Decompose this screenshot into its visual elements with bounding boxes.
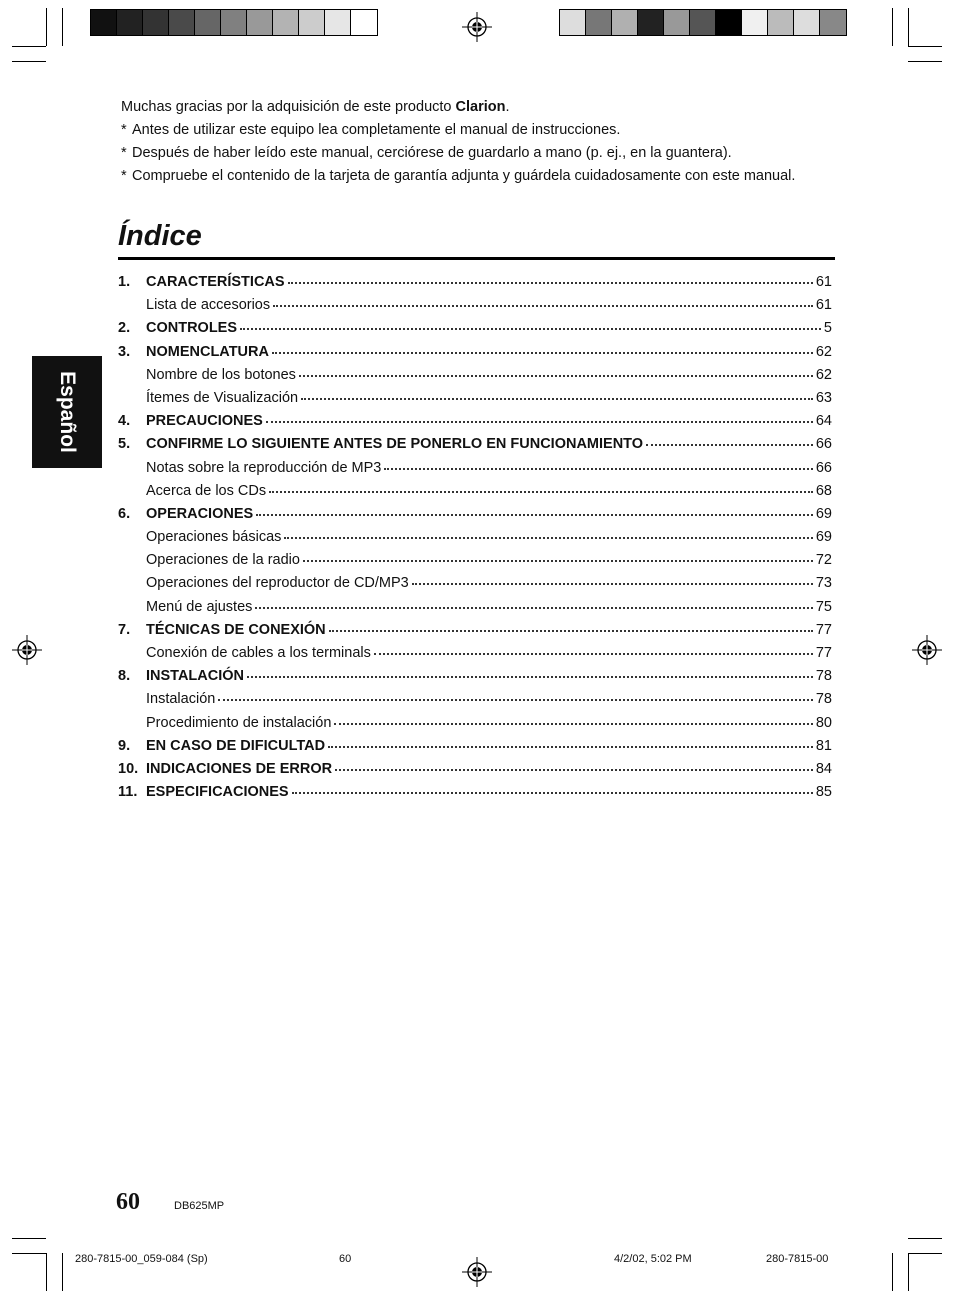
toc-number: 11. (118, 784, 138, 801)
page-number: 60 (116, 1189, 140, 1215)
toc-number: 8. (118, 668, 131, 685)
toc-page: 68 (815, 482, 832, 499)
color-swatch (586, 10, 612, 35)
toc-entry (118, 413, 832, 436)
toc-number: 5. (118, 436, 131, 453)
color-swatch (91, 10, 117, 35)
color-swatch (742, 10, 768, 35)
registration-mark-icon (462, 12, 492, 42)
color-swatch (690, 10, 716, 35)
toc-label: CONTROLES (146, 320, 238, 337)
color-swatch (273, 10, 299, 35)
toc-entry (118, 599, 832, 622)
color-swatch (299, 10, 325, 35)
toc-entry (118, 645, 832, 668)
toc-page: 80 (815, 714, 832, 731)
toc-page: 66 (815, 459, 832, 476)
bullet-mark: * (121, 122, 127, 138)
color-swatch (117, 10, 143, 35)
color-swatch (820, 10, 846, 35)
toc-label: Conexión de cables a los terminals (146, 645, 371, 661)
color-swatch (169, 10, 195, 35)
color-bar-right (559, 9, 847, 36)
note-text: Antes de utilizar este equipo lea completamente el manual de instrucciones. (132, 122, 621, 138)
toc-leader-dots (334, 722, 812, 725)
toc-entry (118, 483, 832, 506)
intro-section (121, 98, 835, 190)
toc-page: 61 (815, 297, 832, 314)
toc-entry (118, 274, 832, 297)
toc-entry (118, 390, 832, 413)
toc-label: Nombre de los botones (146, 366, 296, 383)
toc-label: PRECAUCIONES (146, 413, 263, 430)
toc-leader-dots (256, 513, 813, 516)
footer-date: 4/2/02, 5:02 PM (614, 1253, 692, 1265)
color-swatch (612, 10, 638, 35)
toc-entry (118, 320, 832, 343)
toc-leader-dots (303, 559, 813, 562)
toc-label: INDICACIONES DE ERROR (146, 760, 333, 777)
title-divider (118, 257, 835, 260)
toc-label: CONFIRME LO SIGUIENTE ANTES DE PONERLO EN FUNCIONAMIENTO (146, 436, 644, 453)
toc-entry (118, 622, 832, 645)
toc-label: Ítemes de Visualización (146, 389, 299, 406)
color-swatch (143, 10, 169, 35)
toc-leader-dots (292, 791, 813, 794)
toc-entry (118, 460, 832, 483)
toc-label: Operaciones del reproductor de CD/MP3 (146, 575, 409, 592)
toc-entry (118, 668, 832, 691)
toc-page: 63 (815, 389, 832, 406)
color-swatch (794, 10, 820, 35)
toc-number: 6. (118, 505, 131, 522)
toc-page: 84 (815, 760, 832, 777)
footer-file-name: 280-7815-00_059-084 (Sp) (75, 1253, 208, 1265)
toc-number: 1. (118, 274, 131, 290)
thanks-text: Muchas gracias por la adquisición de este producto (121, 99, 456, 115)
toc-label: NOMENCLATURA (146, 343, 269, 360)
toc-page: 77 (815, 621, 832, 638)
toc-leader-dots (218, 698, 813, 701)
brand-name: Clarion (455, 99, 506, 115)
toc-leader-dots (284, 536, 812, 539)
toc-leader-dots (273, 304, 813, 307)
color-bar-left (90, 9, 378, 36)
toc-number: 2. (118, 320, 131, 337)
color-swatch (716, 10, 742, 35)
toc-entry (118, 344, 832, 367)
toc-leader-dots (329, 629, 813, 632)
toc-page: 72 (815, 552, 832, 569)
toc-page: 73 (815, 575, 832, 592)
registration-mark-icon (12, 635, 42, 665)
toc-leader-dots (335, 768, 813, 771)
toc-entry (118, 529, 832, 552)
toc-label: Menú de ajustes (146, 598, 253, 615)
toc-page: 85 (815, 784, 832, 801)
toc-number: 4. (118, 413, 131, 430)
thanks-line (121, 98, 835, 116)
toc-leader-dots (272, 351, 813, 354)
toc-leader-dots (301, 397, 813, 400)
toc-entry (118, 784, 832, 807)
toc-label: TÉCNICAS DE CONEXIÓN (146, 621, 326, 638)
color-swatch (221, 10, 247, 35)
bullet-mark: * (121, 168, 127, 184)
color-swatch (195, 10, 221, 35)
toc-leader-dots (240, 327, 821, 330)
thanks-period: . (505, 99, 510, 115)
toc-leader-dots (288, 281, 813, 284)
toc-page: 69 (815, 529, 832, 546)
note-text: Compruebe el contenido de la tarjeta de garantía adjunta y guárdela cuidadosamente con este manual. (132, 168, 796, 184)
toc-page: 61 (815, 274, 832, 290)
toc-entry (118, 506, 832, 529)
color-swatch (247, 10, 273, 35)
footer-page: 60 (339, 1253, 352, 1265)
toc-label: EN CASO DE DIFICULTAD (146, 737, 326, 754)
color-swatch (664, 10, 690, 35)
toc-number: 3. (118, 343, 131, 360)
toc-entry (118, 575, 832, 598)
color-swatch (638, 10, 664, 35)
toc-label: Acerca de los CDs (146, 482, 267, 499)
color-swatch (768, 10, 794, 35)
toc-number: 10. (118, 760, 139, 777)
toc-leader-dots (299, 374, 813, 377)
note-bullet (121, 121, 835, 139)
toc-page: 66 (815, 436, 832, 453)
toc-label: ESPECIFICACIONES (146, 784, 289, 801)
toc-entry (118, 436, 832, 459)
toc-page: 78 (815, 668, 832, 685)
toc-number: 7. (118, 621, 131, 638)
toc-page: 69 (815, 505, 832, 522)
toc-leader-dots (247, 675, 813, 678)
toc-label: Lista de accesorios (146, 297, 271, 314)
language-tab-label: Español (56, 371, 79, 453)
toc-label: OPERACIONES (146, 505, 254, 522)
note-bullet (121, 144, 835, 162)
toc-entry (118, 761, 832, 784)
toc-leader-dots (266, 420, 813, 423)
note-bullet (121, 167, 835, 185)
toc-leader-dots (646, 443, 813, 446)
toc-entry (118, 715, 832, 738)
toc-number: 9. (118, 737, 131, 754)
toc-label: CARACTERÍSTICAS (146, 274, 285, 290)
toc-page: 62 (815, 366, 832, 383)
toc-page: 64 (815, 413, 832, 430)
toc-entry (118, 691, 832, 714)
toc-leader-dots (384, 467, 813, 470)
toc-label: Operaciones básicas (146, 529, 282, 546)
table-of-contents (118, 274, 832, 807)
toc-page: 81 (815, 737, 832, 754)
toc-page: 62 (815, 343, 832, 360)
toc-leader-dots (255, 606, 812, 609)
toc-label: Operaciones de la radio (146, 552, 300, 569)
toc-entry (118, 552, 832, 575)
toc-label: Instalación (146, 691, 216, 708)
color-swatch (325, 10, 351, 35)
toc-label: Notas sobre la reproducción de MP3 (146, 459, 382, 476)
toc-entry (118, 367, 832, 390)
toc-leader-dots (328, 745, 813, 748)
toc-entry (118, 297, 832, 320)
model-code: DB625MP (174, 1200, 225, 1212)
color-swatch (560, 10, 586, 35)
toc-leader-dots (269, 490, 813, 493)
language-tab (32, 356, 102, 468)
page-title: Índice (118, 220, 202, 252)
note-text: Después de haber leído este manual, cerciórese de guardarlo a mano (p. ej., en la guantera). (132, 145, 732, 161)
registration-mark-icon (462, 1257, 492, 1287)
color-swatch (351, 10, 377, 35)
toc-page: 75 (815, 598, 832, 615)
toc-entry (118, 738, 832, 761)
toc-page: 5 (823, 320, 832, 337)
bullet-mark: * (121, 145, 127, 161)
registration-mark-icon (912, 635, 942, 665)
toc-leader-dots (412, 582, 813, 585)
toc-leader-dots (374, 652, 813, 655)
toc-page: 78 (815, 691, 832, 708)
toc-label: Procedimiento de instalación (146, 714, 332, 731)
footer-code: 280-7815-00 (766, 1253, 829, 1265)
toc-label: INSTALACIÓN (146, 668, 245, 685)
toc-page: 77 (815, 645, 832, 661)
